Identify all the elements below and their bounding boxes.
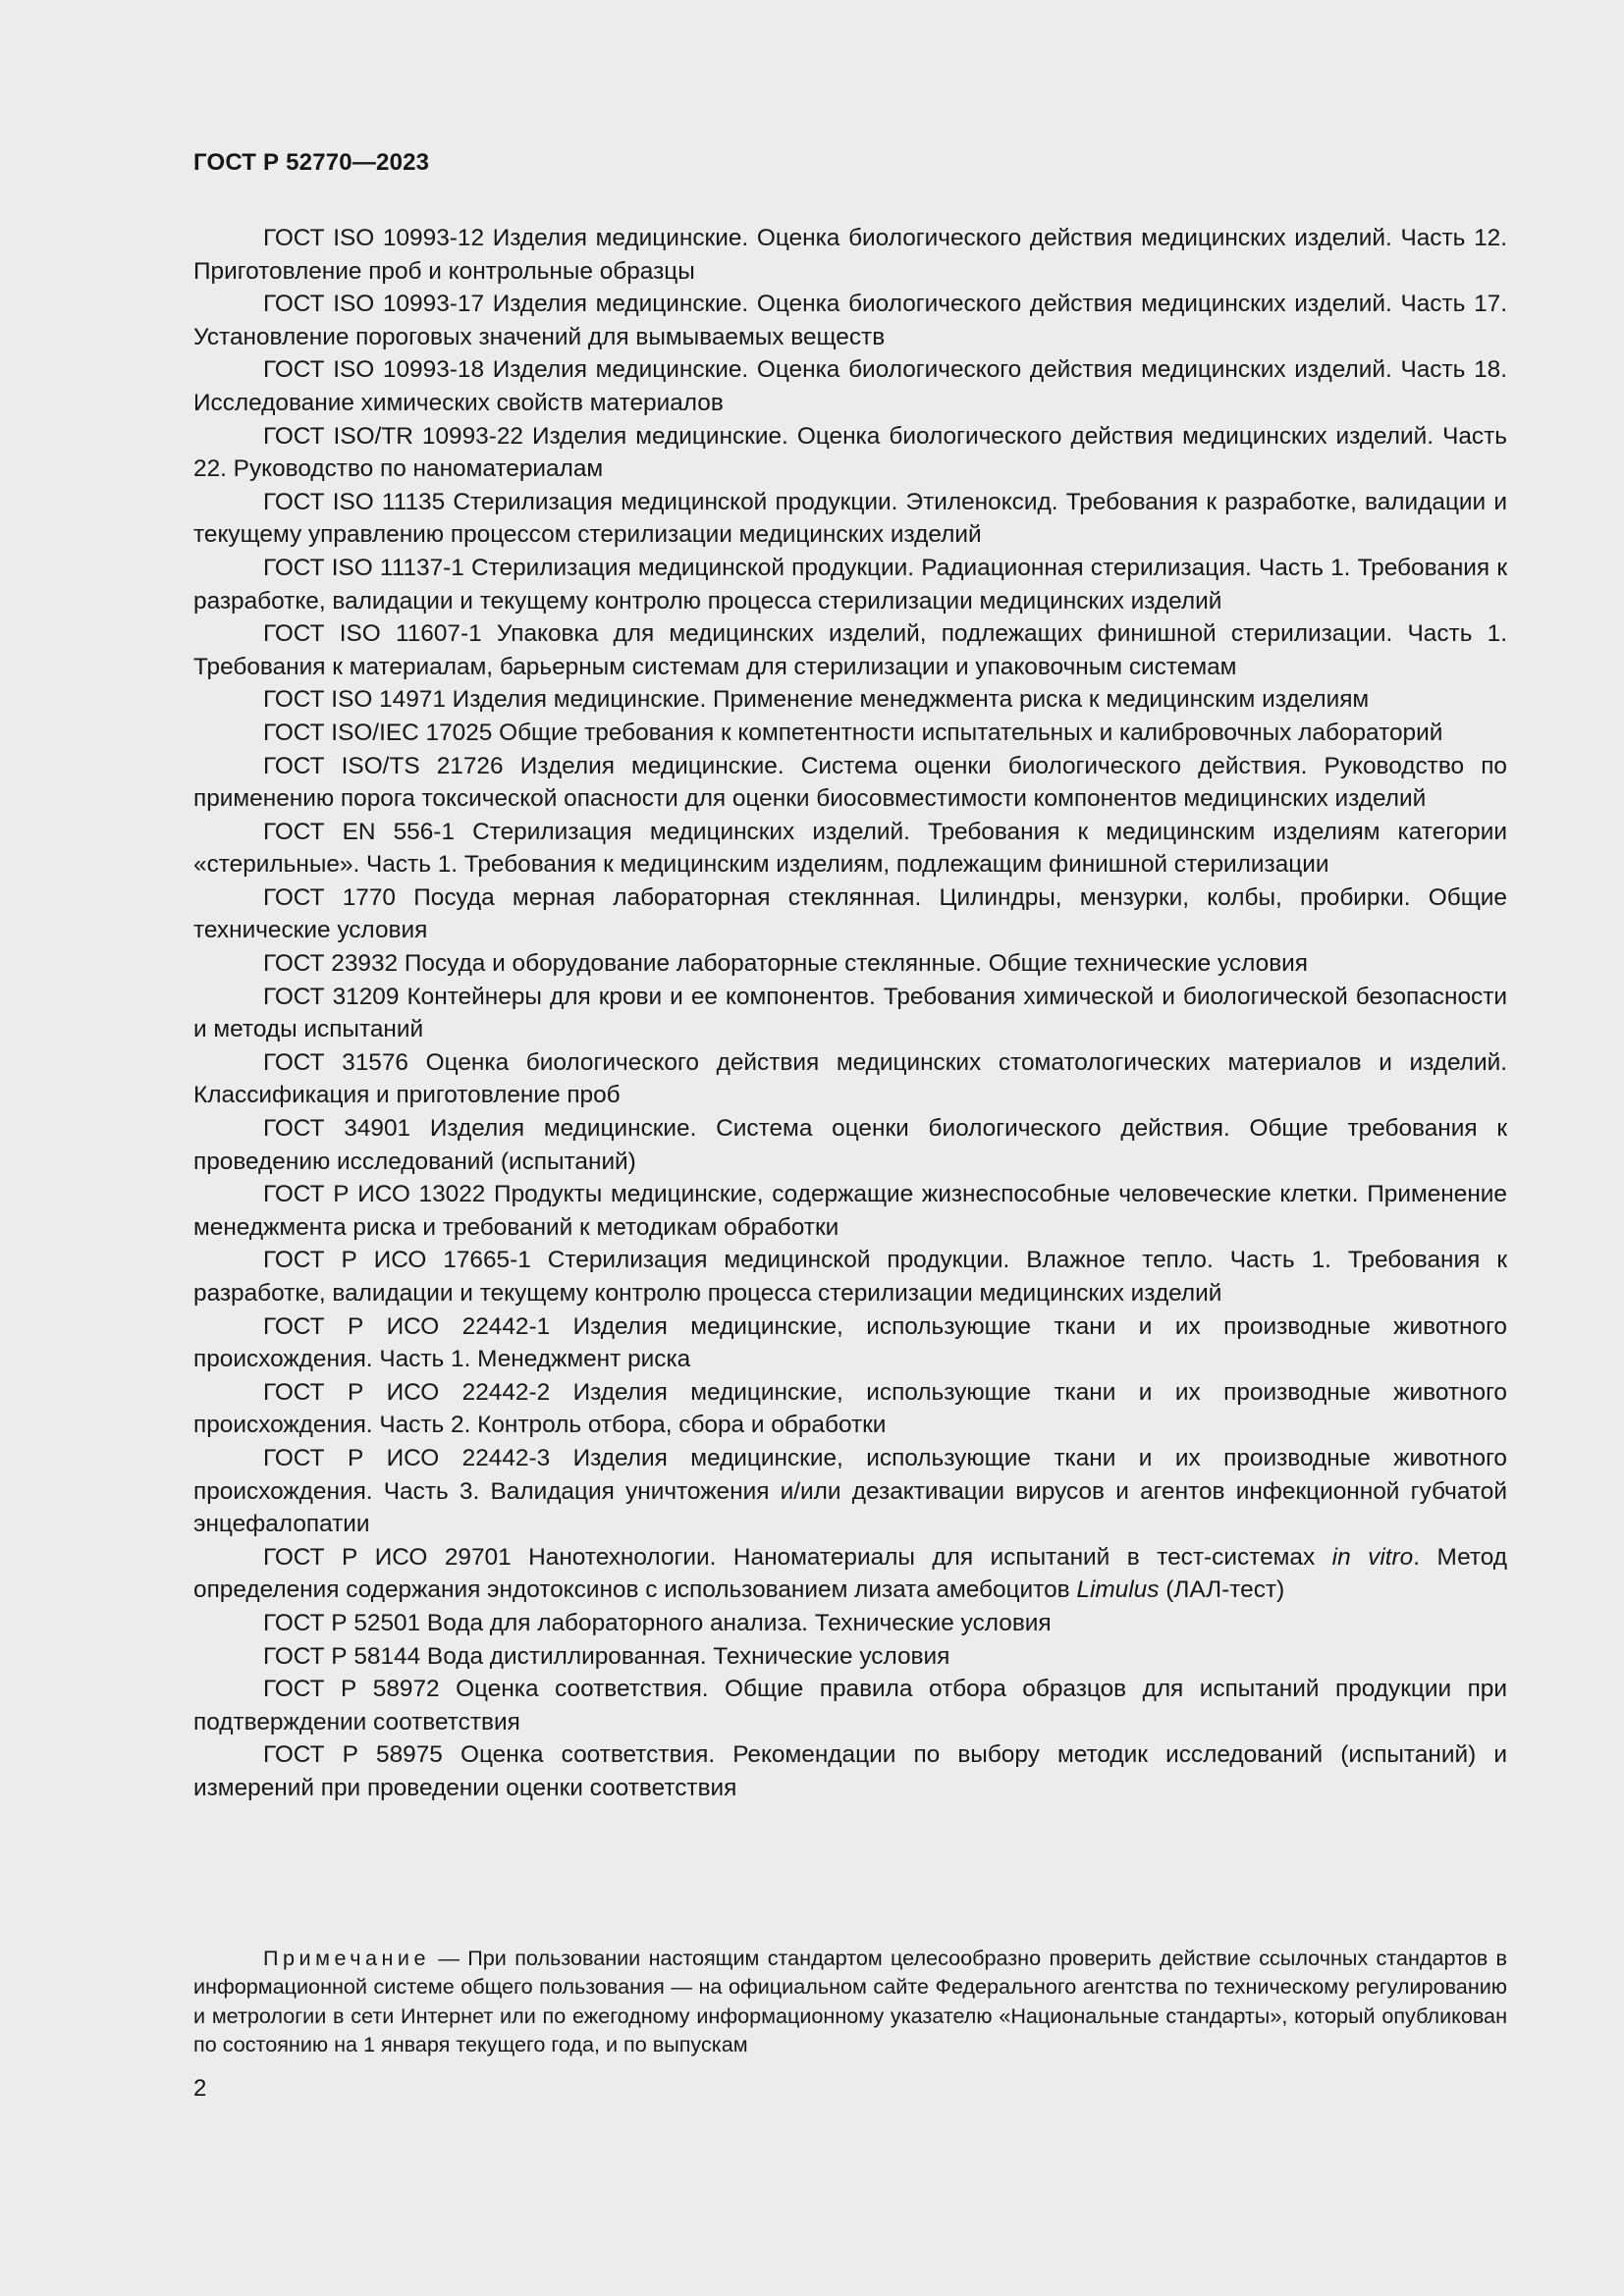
reference-item: ГОСТ ISO 10993-12 Изделия медицинские. Оценка биологического действия медицинских изделий. Часть 12. Приготовление проб и контрольные образцы	[193, 225, 1507, 285]
reference-item: ГОСТ ISO 10993-17 Изделия медицинские. Оценка биологического действия медицинских изделий. Часть 17. Установление пороговых значений для вымываемых веществ	[193, 291, 1507, 350]
reference-text: (ЛАЛ-тест)	[1159, 1576, 1285, 1604]
reference-text: . Метод определения содержания эндотоксинов с использованием лизата амебоцитов	[193, 1543, 1508, 1604]
reference-text: ГОСТ Р ИСО 29701 Нанотехнологии. Наноматериалы для испытаний в тест-системах	[263, 1543, 1332, 1571]
note-label: Примечание	[263, 1946, 430, 1970]
reference-item: ГОСТ Р 58972 Оценка соответствия. Общие правила отбора образцов для испытаний продукции при подтверждении соответствия	[193, 1676, 1507, 1735]
reference-italic-term: Limulus	[1076, 1576, 1160, 1604]
normative-references-list	[193, 222, 1507, 1805]
reference-item: ГОСТ 23932 Посуда и оборудование лабораторные стеклянные. Общие технические условия	[263, 950, 1308, 978]
reference-item: ГОСТ ISO/TS 21726 Изделия медицинские. Система оценки биологического действия. Руководство по применению порога токсической опасности для оценки биосовместимости компонентов медицинских изделий	[193, 752, 1507, 813]
reference-item: ГОСТ Р ИСО 22442-2 Изделия медицинские, использующие ткани и их производные животного происхождения. Часть 2. Контроль отбора, сбора и обработки	[193, 1378, 1507, 1439]
reference-item: ГОСТ 31209 Контейнеры для крови и ее компонентов. Требования химической и биологической безопасности и методы испытаний	[193, 983, 1507, 1043]
reference-item: ГОСТ Р ИСО 22442-1 Изделия медицинские, использующие ткани и их производные животного происхождения. Часть 1. Менеджмент риска	[193, 1312, 1507, 1373]
reference-item: ГОСТ ISO 10993-18 Изделия медицинские. Оценка биологического действия медицинских изделий. Часть 18. Исследование химических свойств материалов	[193, 356, 1507, 416]
reference-item	[193, 1541, 1507, 1607]
reference-item: ГОСТ 1770 Посуда мерная лабораторная стеклянная. Цилиндры, мензурки, колбы, пробирки. Общие технические условия	[193, 883, 1507, 944]
reference-item: ГОСТ 31576 Оценка биологического действия медицинских стоматологических материалов и изделий. Классификация и приготовление проб	[193, 1048, 1507, 1109]
note-text: При пользовании настоящим стандартом целесообразно проверить действие ссылочных стандартов в информационной системе общего пользования — на официальном сайте Федерального агентства по техническому регулированию и метрологии в сети Интернет или по ежегодному информационному указателю «Национальные стандарты», который опубликован по состоянию на 1 января текущего года, и по выпускам	[193, 1946, 1507, 2057]
note-dash: —	[430, 1946, 468, 1970]
reference-item: ГОСТ Р ИСО 22442-3 Изделия медицинские, использующие ткани и их производные животного происхождения. Часть 3. Валидация уничтожения и/или дезактивации вирусов и агентов инфекционной губчатой энцефалопатии	[193, 1444, 1507, 1538]
page-number: 2	[193, 2075, 207, 2102]
reference-item: ГОСТ Р ИСО 13022 Продукты медицинские, содержащие жизнеспособные человеческие клетки. Применение менеджмента риска и требований к методикам обработки	[193, 1181, 1507, 1241]
document-header: ГОСТ Р 52770—2023	[193, 149, 430, 176]
reference-item: ГОСТ Р ИСО 17665-1 Стерилизация медицинской продукции. Влажное тепло. Часть 1. Требования к разработке, валидации и текущему контролю процесса стерилизации медицинских изделий	[193, 1247, 1507, 1307]
reference-item: ГОСТ Р 58975 Оценка соответствия. Рекомендации по выбору методик исследований (испытаний) и измерений при проведении оценки соответствия	[193, 1741, 1507, 1801]
reference-italic-term: in vitro	[1331, 1543, 1414, 1571]
reference-item: ГОСТ 34901 Изделия медицинские. Система оценки биологического действия. Общие требования к проведению исследований (испытаний)	[193, 1115, 1507, 1175]
reference-item: ГОСТ ISO 11137-1 Стерилизация медицинской продукции. Радиационная стерилизация. Часть 1. Требования к разработке, валидации и текущему контролю процесса стерилизации медицинских изделий	[193, 554, 1507, 614]
note-paragraph	[193, 1944, 1507, 2059]
reference-item: ГОСТ ISO/TR 10993-22 Изделия медицинские. Оценка биологического действия медицинских изделий. Часть 22. Руководство по наноматериалам	[193, 422, 1507, 483]
reference-item: ГОСТ ISO 11135 Стерилизация медицинской продукции. Этиленоксид. Требования к разработке, валидации и текущему управлению процессом стерилизации медицинских изделий	[193, 488, 1507, 549]
reference-item: ГОСТ ISO 11607-1 Упаковка для медицинских изделий, подлежащих финишной стерилизации. Часть 1. Требования к материалам, барьерным системам для стерилизации и упаковочным системам	[193, 620, 1507, 680]
reference-item: ГОСТ EN 556-1 Стерилизация медицинских изделий. Требования к медицинским изделиям категории «стерильные». Часть 1. Требования к медицинским изделиям, подлежащим финишной стерилизации	[193, 818, 1507, 879]
reference-item: ГОСТ Р 52501 Вода для лабораторного анализа. Технические условия	[263, 1609, 1052, 1636]
reference-item: ГОСТ ISO/IEC 17025 Общие требования к компетентности испытательных и калибровочных лабораторий	[263, 719, 1443, 746]
reference-item: ГОСТ Р 58144 Вода дистиллированная. Технические условия	[263, 1642, 950, 1670]
reference-item: ГОСТ ISO 14971 Изделия медицинские. Применение менеджмента риска к медицинским изделиям	[263, 686, 1370, 714]
